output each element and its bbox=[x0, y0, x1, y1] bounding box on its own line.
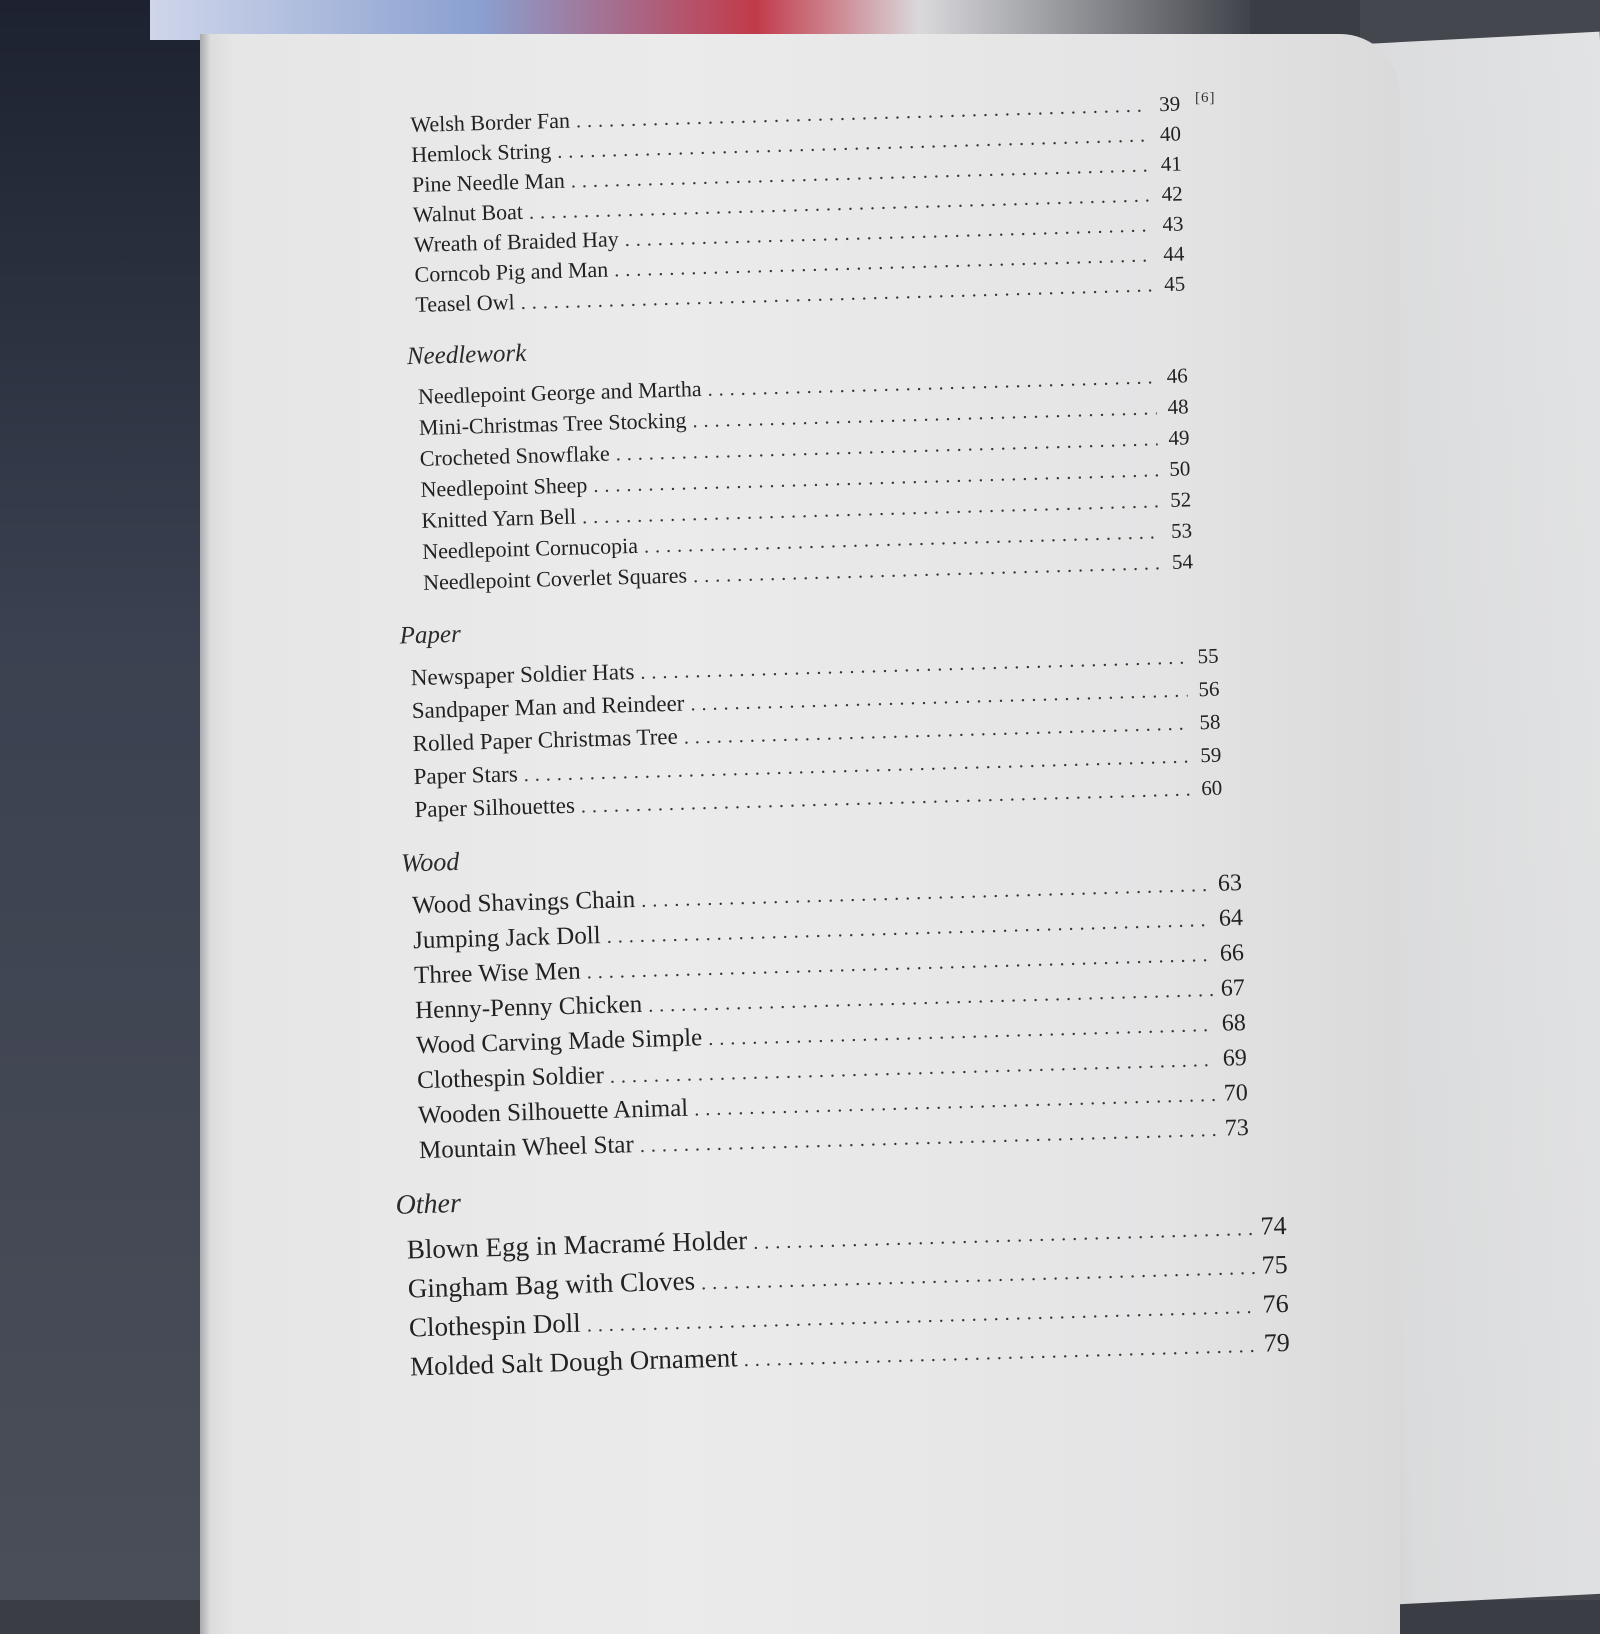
entry-page: 39 bbox=[1158, 91, 1181, 117]
entry-title: Molded Salt Dough Ornament bbox=[409, 1342, 739, 1382]
entry-page: 48 bbox=[1167, 394, 1189, 419]
entry-page: 79 bbox=[1263, 1327, 1291, 1358]
entry-title: Knitted Yarn Bell bbox=[421, 503, 577, 533]
page-spine-edge bbox=[200, 34, 210, 1634]
entry-title: Jumping Jack Doll bbox=[412, 922, 602, 955]
entry-page: 49 bbox=[1168, 425, 1190, 450]
entry-title: Needlepoint George and Martha bbox=[417, 375, 702, 409]
page-number: [6] bbox=[1195, 90, 1216, 106]
entry-title: Wooden Silhouette Animal bbox=[417, 1094, 689, 1130]
entry-title: Corncob Pig and Man bbox=[414, 256, 609, 287]
entry-page: 63 bbox=[1217, 870, 1243, 897]
entry-page: 44 bbox=[1162, 241, 1185, 267]
entry-page: 56 bbox=[1198, 676, 1220, 702]
section-heading: Needlework bbox=[406, 339, 527, 371]
entry-page: 67 bbox=[1220, 975, 1246, 1002]
entry-page: 69 bbox=[1222, 1045, 1248, 1072]
entry-page: 60 bbox=[1200, 775, 1223, 801]
entry-page: 68 bbox=[1221, 1010, 1247, 1037]
entry-page: 75 bbox=[1261, 1249, 1288, 1280]
entry-title: Newspaper Soldier Hats bbox=[410, 658, 635, 691]
entry-title: Paper Stars bbox=[413, 761, 519, 790]
entry-title: Crocheted Snowflake bbox=[419, 440, 611, 471]
entry-title: Hemlock String bbox=[410, 138, 552, 167]
entry-title: Wood Carving Made Simple bbox=[415, 1024, 703, 1060]
entry-page: 76 bbox=[1262, 1288, 1290, 1319]
entry-title: Gingham Bag with Cloves bbox=[407, 1265, 696, 1304]
entry-title: Rolled Paper Christmas Tree bbox=[412, 723, 679, 757]
entry-page: 42 bbox=[1161, 181, 1183, 207]
section-heading: Paper bbox=[399, 620, 462, 650]
entry-title: Needlepoint Cornucopia bbox=[421, 532, 639, 564]
entry-page: 43 bbox=[1162, 211, 1184, 237]
entry-title: Teasel Owl bbox=[415, 289, 516, 317]
entry-title: Clothespin Soldier bbox=[416, 1061, 605, 1095]
entry-page: 46 bbox=[1166, 363, 1189, 388]
entry-title: Paper Silhouettes bbox=[414, 792, 576, 823]
entry-title: Pine Needle Man bbox=[411, 167, 566, 197]
table-of-contents bbox=[395, 89, 1291, 1386]
entry-title: Mountain Wheel Star bbox=[418, 1131, 635, 1165]
entry-title: Wreath of Braided Hay bbox=[413, 226, 620, 257]
entry-title: Welsh Border Fan bbox=[410, 107, 571, 137]
entry-title: Blown Egg in Macramé Holder bbox=[406, 1225, 748, 1265]
entry-page: 52 bbox=[1169, 487, 1192, 512]
entry-title: Wood Shavings Chain bbox=[411, 886, 636, 920]
entry-title: Needlepoint Coverlet Squares bbox=[422, 562, 688, 595]
entry-title: Three Wise Men bbox=[413, 957, 582, 990]
entry-page: 40 bbox=[1159, 121, 1182, 147]
entry-page: 73 bbox=[1224, 1114, 1250, 1142]
toc-section-needlework bbox=[406, 320, 1194, 598]
background-left bbox=[0, 0, 210, 1600]
entry-page: 45 bbox=[1163, 271, 1186, 297]
section-heading: Other bbox=[395, 1188, 462, 1221]
entry-page: 74 bbox=[1260, 1210, 1287, 1241]
entry-title: Henny-Penny Chicken bbox=[414, 990, 643, 1025]
entry-page: 58 bbox=[1199, 709, 1221, 735]
toc-section-wood bbox=[400, 825, 1250, 1168]
entry-page: 70 bbox=[1223, 1079, 1249, 1107]
entry-page: 50 bbox=[1168, 456, 1191, 481]
section-heading: Wood bbox=[400, 846, 460, 878]
toc-section-paper bbox=[399, 599, 1223, 826]
entry-title: Needlepoint Sheep bbox=[420, 472, 588, 502]
entry-page: 41 bbox=[1160, 151, 1183, 177]
entry-page: 55 bbox=[1197, 643, 1219, 669]
toc-section-untitled bbox=[410, 89, 1186, 320]
entry-page: 53 bbox=[1170, 518, 1193, 543]
entry-page: 64 bbox=[1218, 905, 1244, 932]
toc-section-other bbox=[395, 1166, 1291, 1386]
entry-page: 54 bbox=[1171, 549, 1194, 574]
entry-title: Clothespin Doll bbox=[408, 1307, 582, 1343]
entry-title: Walnut Boat bbox=[412, 198, 524, 227]
entry-page: 66 bbox=[1219, 940, 1245, 967]
entry-title: Sandpaper Man and Reindeer bbox=[411, 690, 685, 724]
entry-page: 59 bbox=[1199, 742, 1222, 768]
entry-title: Mini-Christmas Tree Stocking bbox=[418, 407, 687, 440]
